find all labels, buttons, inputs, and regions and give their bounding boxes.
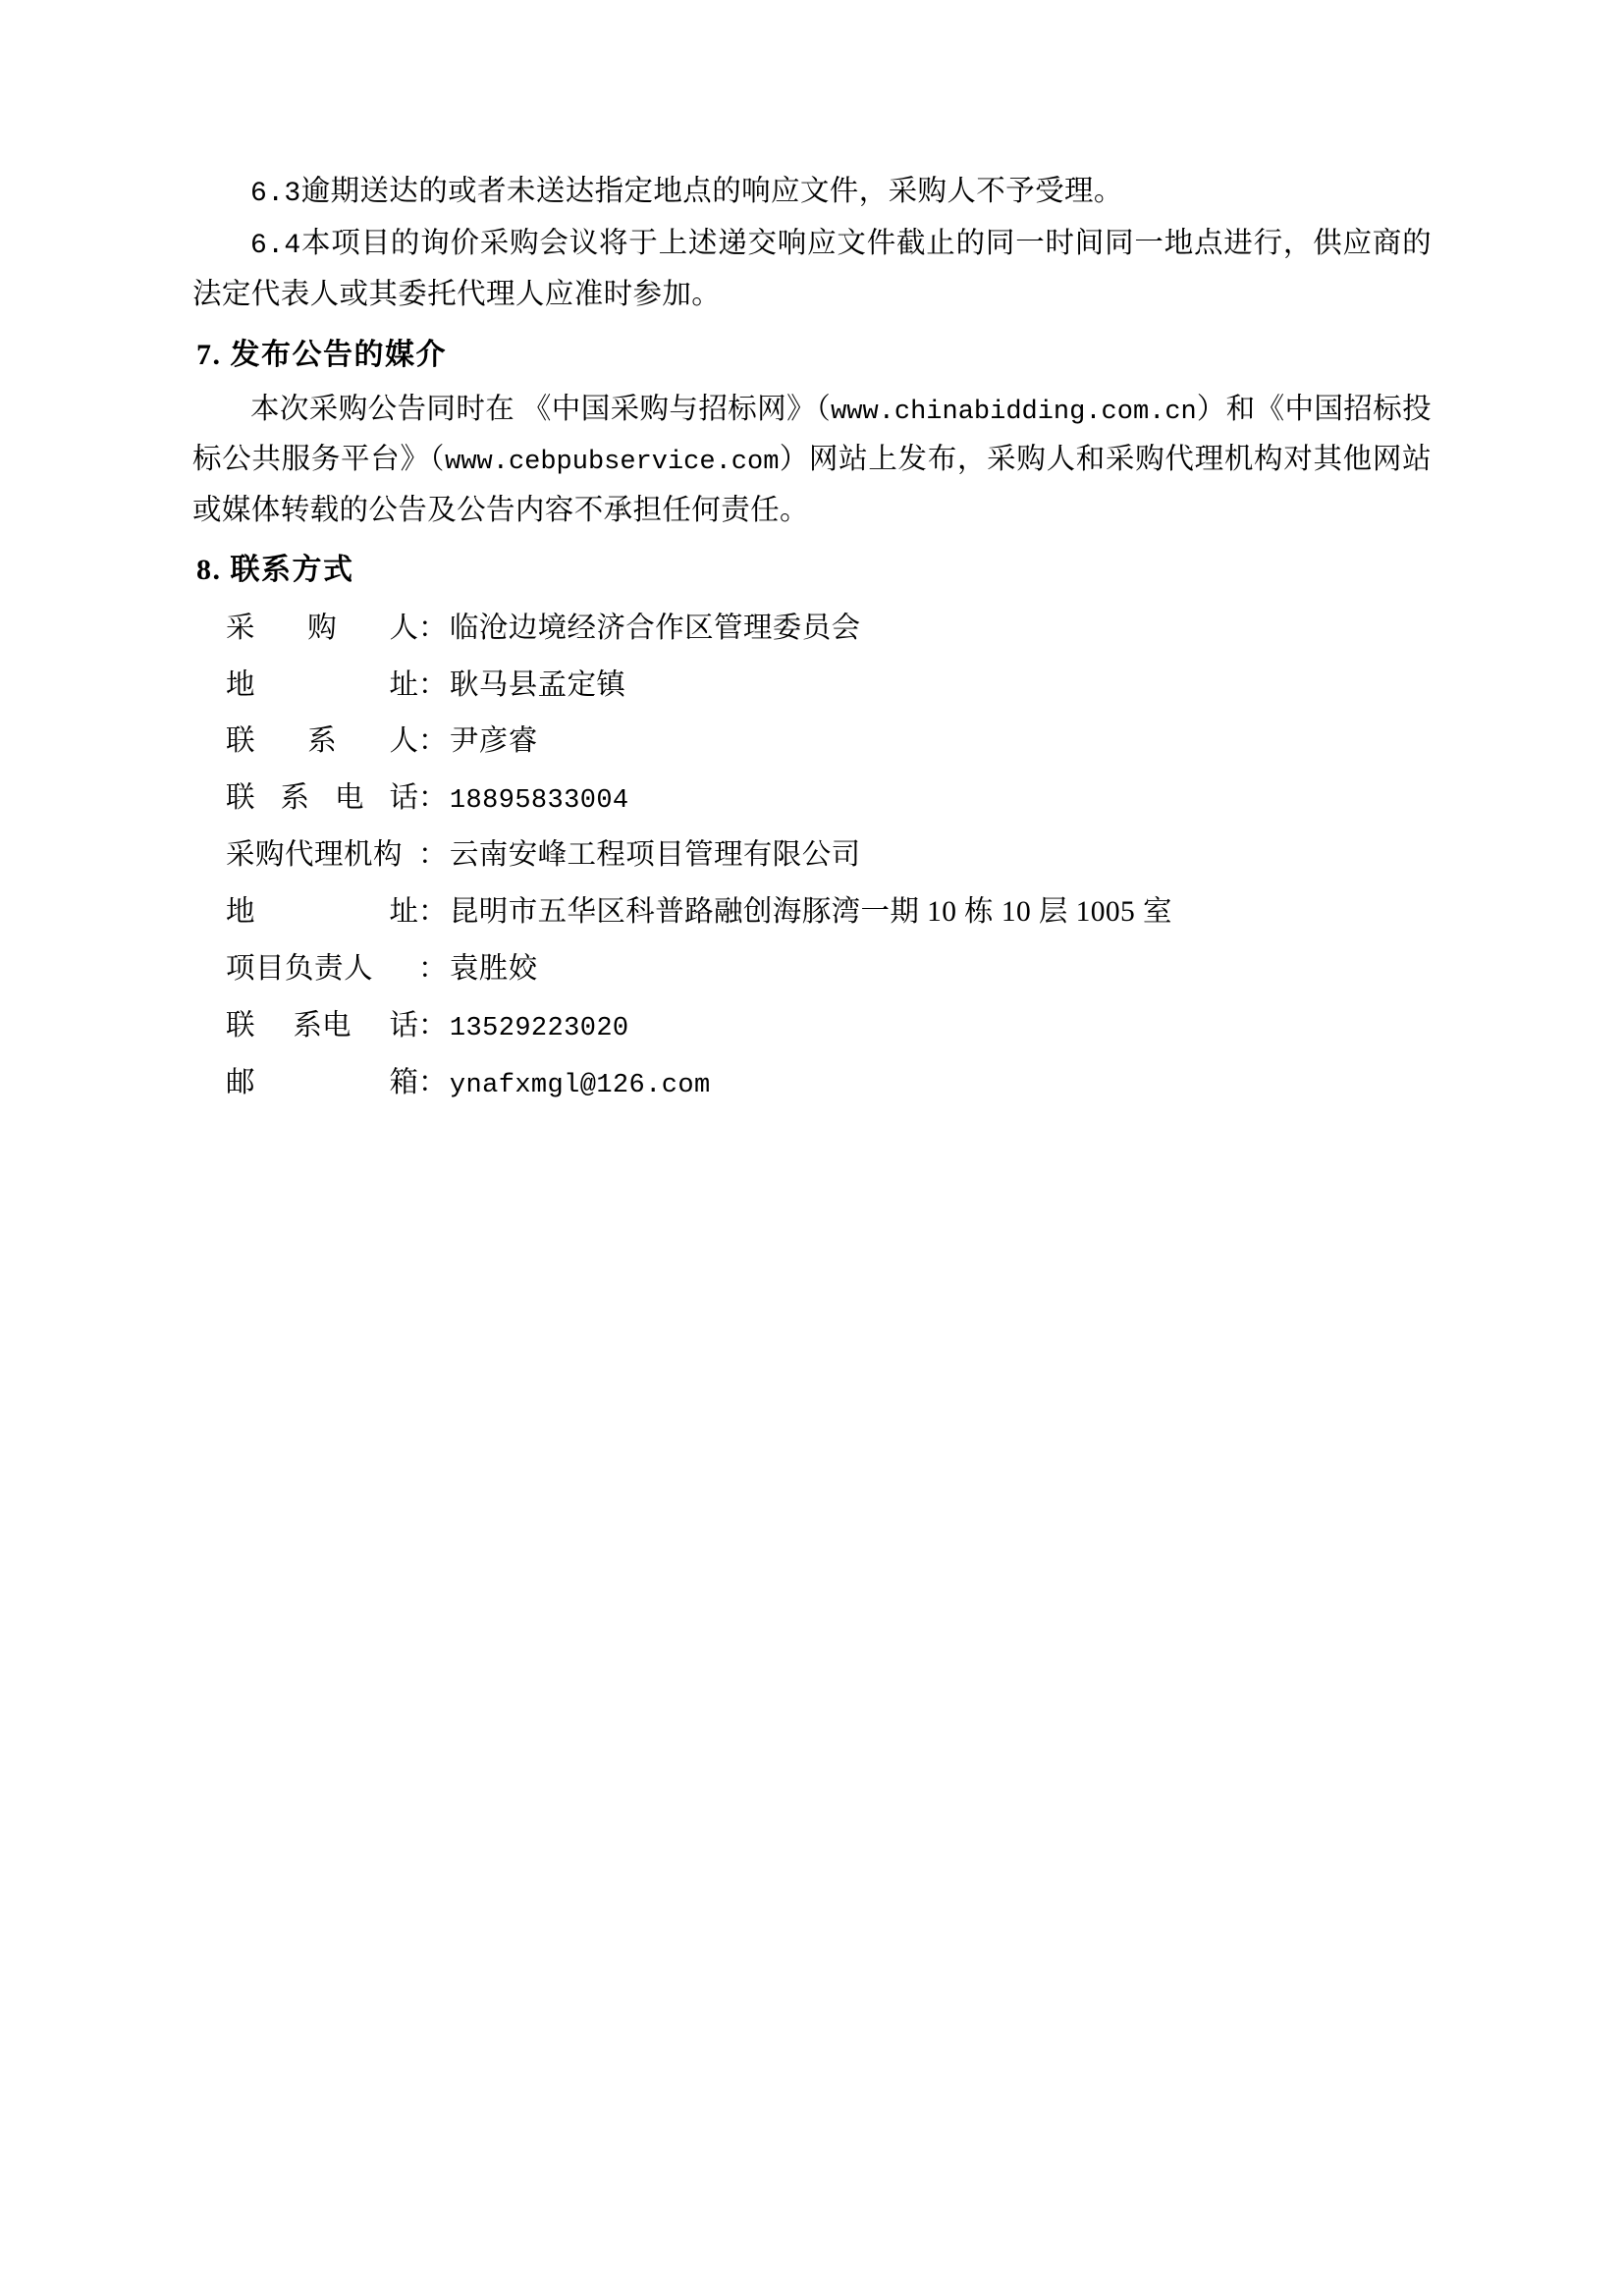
contact-row-purchaser [192, 604, 1432, 654]
contact-value-email: ynafxmgl@126.com [449, 1071, 711, 1101]
contact-separator: ： [418, 896, 448, 929]
clause-6-3 [192, 167, 1432, 218]
label-char: 人 [389, 612, 418, 644]
contact-row-address-purchaser [192, 661, 1432, 711]
contact-row-project-manager [192, 944, 1432, 994]
contact-label-email [226, 1058, 418, 1108]
contact-separator: ： [418, 668, 448, 701]
label-char: 负 [285, 952, 315, 985]
contact-separator: ： [418, 725, 448, 758]
label-char: 话 [389, 782, 418, 815]
contact-separator: ： [418, 952, 448, 985]
contact-value-address-agency: 昆明市五华区科普路融创海豚湾一期 10 栋 10 层 1005 室 [449, 896, 1172, 929]
label-char: 系电 [293, 1009, 352, 1041]
contact-label-contact-person [226, 717, 418, 767]
section-7-url-chinabidding: www.chinabidding.com.cn [831, 397, 1197, 427]
contact-row-agency [192, 830, 1432, 881]
contact-label-phone-agency [226, 1001, 418, 1051]
contact-label-agency [226, 830, 418, 881]
label-char: 项 [226, 952, 256, 985]
clause-6-3-text: 逾期送达的或者未送达指定地点的响应文件，采购人不予受理。 [300, 176, 1123, 207]
contact-separator: ： [418, 1009, 448, 1041]
clause-6-3-number: 6.3 [250, 179, 301, 209]
label-char: 邮 [226, 1067, 255, 1099]
section-8-heading: 8. 联系方式 [196, 554, 354, 587]
contact-value-purchaser: 临沧边境经济合作区管理委员会 [449, 612, 861, 644]
contact-label-purchaser [226, 604, 418, 654]
label-char: 采购代理机构 [226, 839, 404, 872]
contact-separator: ： [418, 612, 448, 644]
label-char: 电 [334, 782, 364, 815]
contact-label-address-purchaser [226, 661, 418, 711]
contact-label-project-manager [226, 944, 418, 994]
label-char: 责 [314, 952, 345, 985]
clause-6-4 [192, 219, 1432, 320]
contact-value-contact-person: 尹彦睿 [449, 725, 538, 758]
contact-value-phone-purchaser: 18895833004 [449, 786, 629, 817]
contact-value-agency: 云南安峰工程项目管理有限公司 [449, 839, 861, 872]
label-char: 址 [389, 668, 418, 701]
contact-value-address-purchaser: 耿马县孟定镇 [449, 668, 626, 701]
label-char: 人 [344, 952, 374, 985]
document-body [192, 167, 1432, 1109]
label-char: 目 [255, 952, 286, 985]
section-7-url-cebpubservice: www.cebpubservice.com [445, 448, 780, 478]
section-7-text-part3: ）网站上发布，采购人和采购代理机构对其他网站或媒体转载的公告及公告内容不承担任何责任。 [192, 444, 1432, 526]
label-char: 人 [389, 725, 418, 758]
contact-row-phone-agency [192, 1001, 1432, 1051]
label-char: 联 [226, 1009, 255, 1041]
label-char: 采 [226, 612, 255, 644]
label-char: 址 [389, 896, 418, 929]
contact-separator: ： [418, 839, 448, 872]
label-char: 系 [280, 782, 309, 815]
section-7-text-part1: 本次采购公告同时在 《中国采购与招标网》（ [250, 393, 832, 425]
label-char: 联 [226, 782, 255, 815]
contact-list [192, 604, 1432, 1109]
label-char: 地 [226, 668, 255, 701]
contact-row-email [192, 1058, 1432, 1108]
contact-label-phone-purchaser [226, 774, 418, 824]
label-char: 系 [307, 725, 337, 758]
section-7-heading: 7. 发布公告的媒介 [196, 339, 447, 372]
contact-value-phone-agency: 13529223020 [449, 1013, 629, 1043]
label-char: 联 [226, 725, 255, 758]
label-char: 箱 [389, 1067, 418, 1099]
clause-6-4-text: 本项目的询价采购会议将于上述递交响应文件截止的同一时间同一地点进行，供应商的法定代表人或其委托代理人应准时参加。 [192, 228, 1432, 311]
label-char: 地 [226, 896, 255, 929]
contact-value-project-manager: 袁胜姣 [449, 952, 538, 985]
contact-row-contact-person [192, 717, 1432, 767]
label-char: 话 [389, 1009, 418, 1041]
section-7-paragraph [192, 385, 1432, 536]
clause-6-4-number: 6.4 [250, 231, 301, 262]
contact-row-address-agency [192, 887, 1432, 937]
contact-row-phone-purchaser [192, 774, 1432, 824]
label-char: 购 [307, 612, 337, 644]
contact-separator: ： [418, 782, 448, 815]
section-7-text-part2: ）和《中国招标投标公共服务平台》（ [192, 393, 1432, 476]
contact-separator: ： [418, 1067, 448, 1099]
contact-label-address-agency [226, 887, 418, 937]
